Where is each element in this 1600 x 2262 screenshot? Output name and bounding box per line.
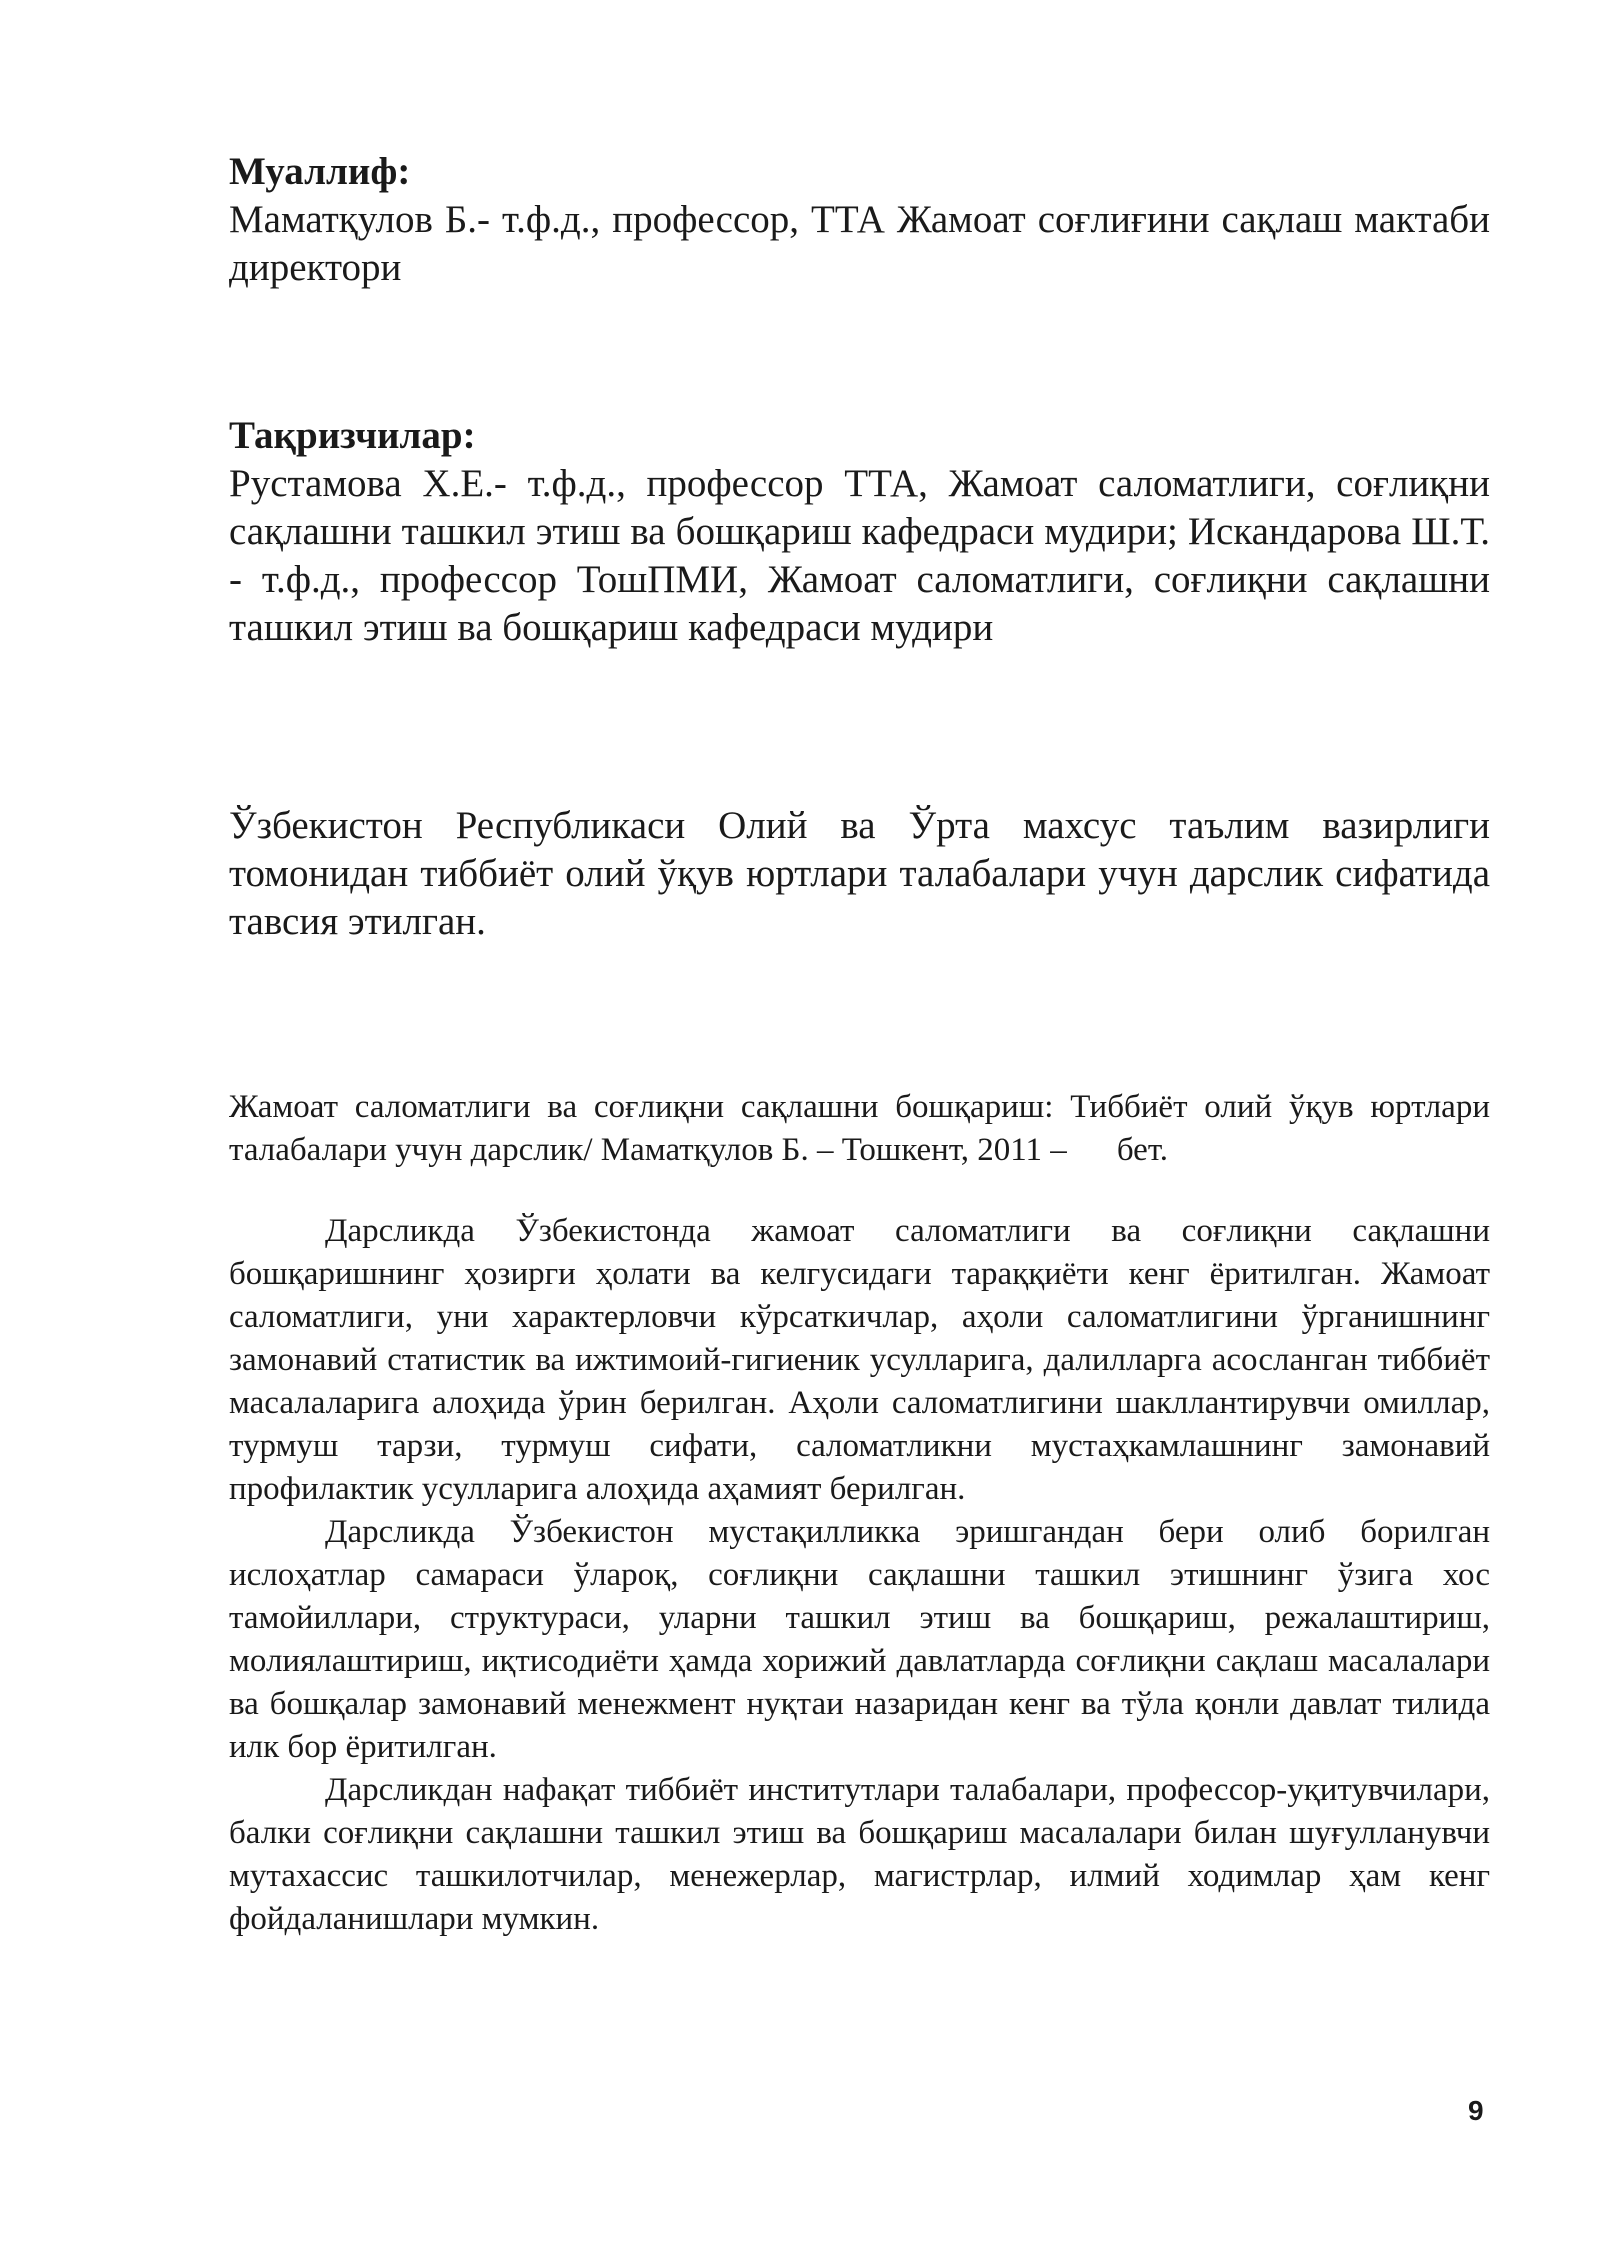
- abstract-paragraph: Дарсликдан нафақат тиббиёт институтлари талабалари, профессор-уқитувчилари, балки соғлиқни сақлашни ташкил этиш ва бошқариш масалалари билан шуғулланувчи мутахассис ташкилотчилар, менежерлар, магистрлар, илмий ходимлар ҳам кенг фойдаланишлари мумкин.: [229, 1772, 1490, 1937]
- abstract-section: [229, 1210, 1490, 1941]
- reviewers-heading: Тақризчилар:: [229, 414, 476, 457]
- bibliography-pages: бет.: [1116, 1132, 1169, 1168]
- author-section: [229, 148, 1490, 292]
- bibliography-text: Жамоат саломатлиги ва соғлиқни сақлашни бошқариш: Тиббиёт олий ўқув юртлари талабалари учун дарслик/ Маматқулов Б. – Тошкент, 2011 –: [229, 1089, 1490, 1168]
- author-heading: Муаллиф:: [229, 150, 411, 193]
- recommendation-section: [229, 802, 1490, 946]
- document-page: [229, 148, 1490, 1941]
- bibliography-entry: [229, 1086, 1490, 1172]
- author-text: Маматқулов Б.- т.ф.д., профессор, ТТА Жамоат соғлиғини сақлаш мактаби директори: [229, 198, 1490, 289]
- reviewers-text: Рустамова Х.Е.- т.ф.д., профессор ТТА, Жамоат саломатлиги, соғлиқни сақлашни ташкил этиш ва бошқариш кафедраси мудири; Искандарова Ш.Т. - т.ф.д., профессор ТошПМИ, Жамоат саломатлиги, соғлиқни сақлашни ташкил этиш ва бошқариш кафедраси мудири: [229, 462, 1490, 649]
- recommendation-text: Ўзбекистон Республикаси Олий ва Ўрта махсус таълим вазирлиги томонидан тиббиёт олий ўқув юртлари талабалари учун дарслик сифатида тавсия этилган.: [229, 804, 1490, 943]
- abstract-paragraph: Дарсликда Ўзбекистон мустақилликка эришгандан бери олиб борилган ислоҳатлар самараси ўлароқ, соғлиқни сақлашни ташкил этишнинг ўзига хос тамойиллари, структураси, уларни ташкил этиш ва бошқариш, режалаштириш, молиялаштириш, иқтисодиёти ҳамда хорижий давлатларда соғлиқни сақлаш масалалари ва бошқалар замонавий менежмент нуқтаи назаридан кенг ва тўла қонли давлат тилида илк бор ёритилган.: [229, 1514, 1490, 1765]
- bibliography-section: [229, 1086, 1490, 1172]
- page-number: 9: [1468, 2095, 1484, 2126]
- abstract-paragraph: Дарсликда Ўзбекистонда жамоат саломатлиги ва соғлиқни сақлашни бошқаришнинг ҳозирги ҳолати ва келгусидаги тараққиёти кенг ёритилган. Жамоат саломатлиги, уни характерловчи кўрсаткичлар, аҳоли саломатлигини ўрганишнинг замонавий статистик ва ижтимоий-гигиеник усулларига, далилларга асосланган тиббиёт масалаларига алоҳида ўрин берилган. Аҳоли саломатлигини шакллантирувчи омиллар, турмуш тарзи, турмуш сифати, саломатликни мустаҳкамлашнинг замонавий профилактик усулларига алоҳида аҳамият берилган.: [229, 1213, 1490, 1507]
- reviewers-section: [229, 412, 1490, 652]
